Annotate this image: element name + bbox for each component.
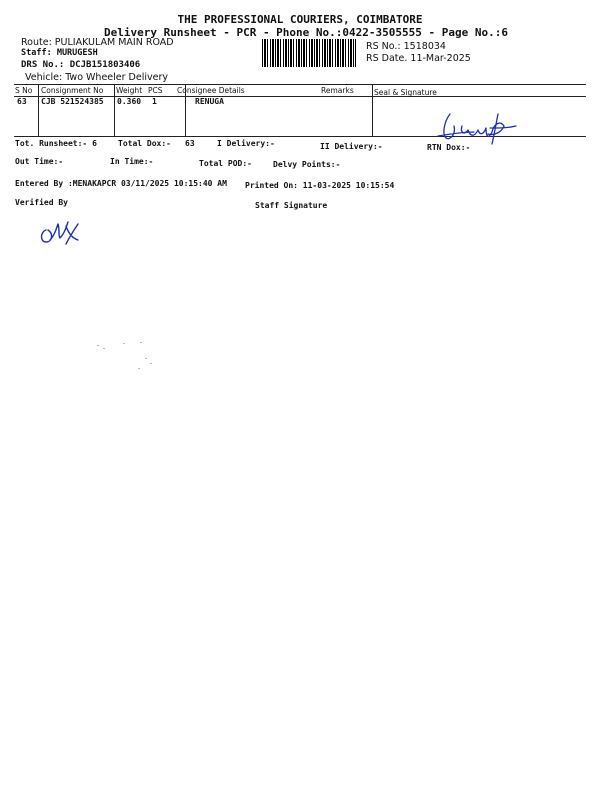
cell-consignee: RENUGA [195, 97, 224, 106]
header-consignee: Consignee Details [177, 86, 245, 95]
header-seal-signature: Seal & Signature [374, 88, 437, 97]
barcode-icon [262, 39, 356, 67]
cell-sno: 63 [17, 97, 27, 106]
company-title: THE PROFESSIONAL COURIERS, COIMBATORE [177, 13, 423, 26]
rs-number: RS No.: 1518034 [366, 41, 446, 52]
col-divider [372, 84, 373, 136]
entered-by: Entered By :MENAKAPCR 03/11/2025 10:15:40 AM [15, 179, 227, 188]
scan-speck [123, 343, 125, 344]
drs-number: DRS No.: DCJB151803406 [21, 60, 141, 70]
runsheet-subtitle: Delivery Runsheet - PCR - Phone No.:0422-3505555 - Page No.:6 [104, 26, 508, 39]
summary-in-time: In Time:- [110, 157, 154, 166]
header-sno: S No [15, 86, 33, 95]
summary-rtn-dox: RTN Dox:- [427, 143, 471, 152]
handwritten-initials [36, 212, 84, 248]
scan-speck [145, 358, 147, 359]
summary-ii-delivery: II Delivery:- [320, 142, 383, 151]
summary-total-dox: Total Dox:- [118, 139, 171, 148]
summary-delvy-points: Delvy Points:- [273, 160, 341, 169]
printed-on: Printed On: 11-03-2025 10:15:54 [245, 181, 395, 190]
summary-tot-runsheet: Tot. Runsheet:- 6 [15, 139, 97, 148]
staff-signature-label: Staff Signature [255, 201, 328, 210]
summary-total-dox-value: 63 [185, 139, 195, 148]
cell-pcs: 1 [152, 97, 157, 106]
col-divider [114, 84, 115, 136]
header-weight: Weight [116, 86, 143, 95]
cell-consignment: CJB 521524385 [41, 97, 104, 106]
scan-speck [97, 345, 99, 346]
summary-total-pod: Total POD:- [199, 159, 252, 168]
staff-text: Staff: MURUGESH [21, 48, 98, 58]
scan-speck [103, 348, 105, 349]
header-remarks: Remarks [321, 86, 354, 95]
scan-speck [140, 342, 142, 343]
scan-speck [150, 363, 152, 364]
header-consignment: Consignment No [41, 86, 104, 95]
vehicle-text: Vehicle: Two Wheeler Delivery [25, 72, 168, 83]
header-pcs: PCS [148, 86, 163, 95]
summary-out-time: Out Time:- [15, 157, 64, 166]
rs-date: RS Date. 11-Mar-2025 [366, 53, 471, 64]
summary-i-delivery: I Delivery:- [217, 139, 275, 148]
verified-by-label: Verified By [15, 198, 68, 207]
col-divider [38, 84, 39, 136]
scan-speck [138, 368, 140, 369]
route-text: Route: PULIAKULAM MAIN ROAD [21, 37, 174, 48]
table-top-rule [14, 84, 586, 85]
handwritten-signature [430, 108, 522, 148]
cell-weight: 0.360 [117, 97, 142, 106]
